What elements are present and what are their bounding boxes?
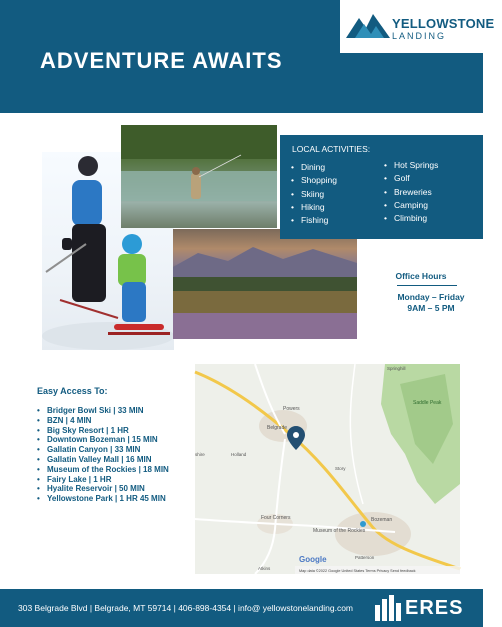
office-hours: 9AM – 5 PM bbox=[407, 303, 455, 313]
map-attribution[interactable]: Map data ©2022 Google United States Terms Privacy Send feedback bbox=[299, 569, 416, 573]
access-item: • Gallatin Valley Mall | 16 MIN bbox=[37, 455, 169, 465]
mountain-logo-icon bbox=[346, 8, 390, 38]
local-activities-panel bbox=[280, 135, 483, 239]
map-label-bozeman: Bozeman bbox=[371, 517, 393, 523]
activities-list-left bbox=[291, 161, 337, 227]
map-label-shire: shire bbox=[195, 452, 205, 457]
activity-item: • Breweries bbox=[384, 186, 438, 199]
map-label-holland: Holland bbox=[231, 452, 247, 457]
activity-item: • Dining bbox=[291, 161, 337, 174]
access-item: • Yellowstone Park | 1 HR 45 MIN bbox=[37, 494, 169, 504]
activity-item: • Skiing bbox=[291, 188, 337, 201]
access-item: • Fairy Lake | 1 HR bbox=[37, 475, 169, 485]
map-label-four-corners: Four Corners bbox=[261, 515, 291, 521]
map-label-patterson: Patterson bbox=[355, 555, 375, 560]
location-map[interactable] bbox=[195, 364, 460, 574]
access-item: • Downtown Bozeman | 15 MIN bbox=[37, 435, 169, 445]
eres-bars-icon bbox=[375, 595, 403, 621]
office-days: Monday – Friday bbox=[397, 292, 465, 302]
fly-fishing-photo bbox=[121, 125, 277, 228]
google-logo: Google bbox=[299, 555, 327, 564]
access-item: • Gallatin Canyon | 33 MIN bbox=[37, 445, 169, 455]
activity-item: • Hot Springs bbox=[384, 159, 438, 172]
logo-text-landing: LANDING bbox=[392, 31, 447, 41]
map-label-powers: Powers bbox=[283, 406, 300, 412]
activity-item: • Golf bbox=[384, 172, 438, 185]
activity-item: • Camping bbox=[384, 199, 438, 212]
office-hours-divider bbox=[397, 285, 457, 286]
map-label-museum: Museum of the Rockies bbox=[313, 528, 366, 534]
map-label-belgrade: Belgrade bbox=[267, 425, 288, 431]
headline: ADVENTURE AWAITS bbox=[40, 48, 283, 73]
logo-text-yellowstone: YELLOWSTONE bbox=[392, 16, 495, 31]
activities-list-right bbox=[384, 159, 438, 225]
activity-item: • Fishing bbox=[291, 214, 337, 227]
easy-access-title: Easy Access To: bbox=[37, 386, 108, 396]
map-label-saddle-peak: Saddle Peak bbox=[413, 400, 442, 406]
footer-contact[interactable]: 303 Belgrade Blvd | Belgrade, MT 59714 | 406-898-4354 | info@ yellowstonelanding.com bbox=[18, 603, 353, 613]
access-item: • BZN | 4 MIN bbox=[37, 416, 169, 426]
access-item: • Museum of the Rockies | 18 MIN bbox=[37, 465, 169, 475]
eres-wordmark: ERES bbox=[405, 597, 464, 619]
museum-marker-icon[interactable] bbox=[360, 521, 366, 527]
activity-item: • Shopping bbox=[291, 174, 337, 187]
access-item: • Hyalite Reservoir | 50 MIN bbox=[37, 484, 169, 494]
map-label-atkins: Atkins bbox=[258, 566, 271, 571]
access-item: • Bridger Bowl Ski | 33 MIN bbox=[37, 406, 169, 416]
activity-item: • Climbing bbox=[384, 212, 438, 225]
mountain-meadow-photo bbox=[173, 229, 357, 339]
easy-access-list bbox=[37, 406, 169, 504]
access-item: • Big Sky Resort | 1 HR bbox=[37, 426, 169, 436]
office-hours-title: Office Hours bbox=[395, 271, 447, 281]
yellowstone-landing-logo bbox=[340, 0, 495, 53]
map-label-story: Story bbox=[335, 466, 346, 471]
footer-band bbox=[0, 589, 483, 627]
eres-logo bbox=[375, 595, 479, 621]
activities-title: LOCAL ACTIVITIES: bbox=[292, 144, 371, 154]
map-label-springhill: Springhill bbox=[387, 366, 406, 371]
activity-item: • Hiking bbox=[291, 201, 337, 214]
